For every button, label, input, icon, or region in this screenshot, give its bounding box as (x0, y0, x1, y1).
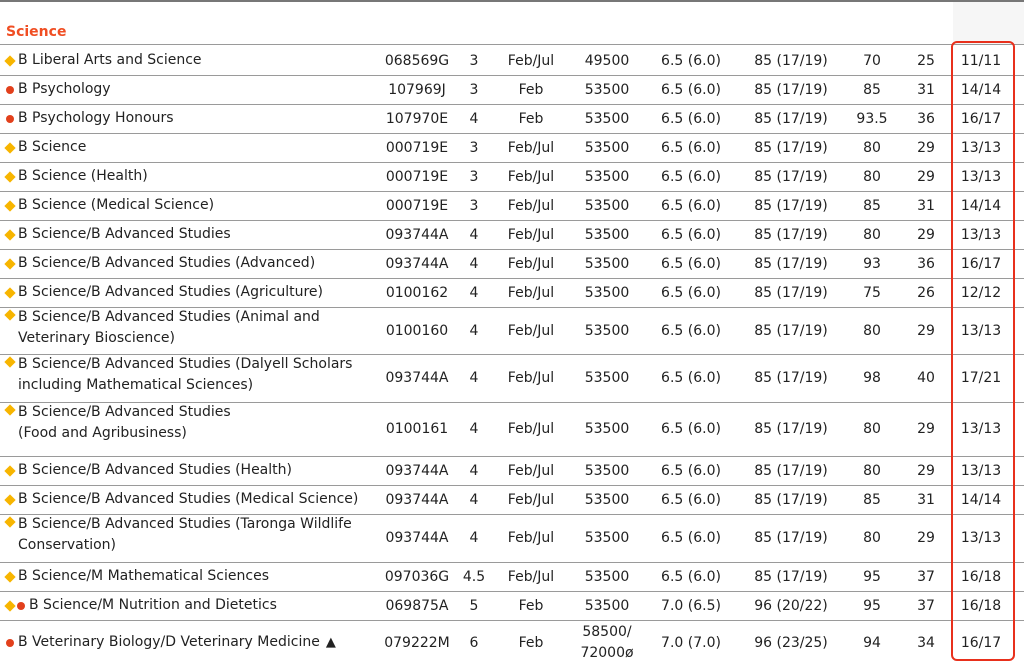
atar-score: 80 (863, 322, 881, 339)
ielts-score: 6.5 (6.0) (661, 139, 721, 156)
table-row (0, 620, 1024, 665)
duration-years: 3 (469, 139, 479, 156)
program-name: B Veterinary Biology/D Veterinary Medicine (18, 634, 320, 650)
diamond-icon (4, 142, 15, 153)
duration-years: 4 (469, 370, 479, 386)
annual-fee: 53500 (584, 322, 630, 339)
course-code: 000719E (385, 139, 449, 156)
highlighted-value: 11/11 (960, 52, 1002, 69)
program-cell (6, 162, 366, 191)
program-cell (6, 75, 366, 104)
highlighted-value: 13/13 (960, 530, 1002, 546)
intake: Feb (518, 110, 544, 127)
toefl-score: 96 (20/22) (754, 597, 828, 614)
program-name: B Science/M Nutrition and Dietetics (29, 597, 277, 613)
intake: Feb/Jul (507, 462, 555, 479)
duration-years: 4 (469, 421, 479, 437)
program-name: B Science/B Advanced Studies (Taronga Wildlife Conservation) (18, 516, 352, 553)
highlighted-value: 13/13 (960, 226, 1002, 243)
program-name: B Science/B Advanced Studies (Advanced) (18, 255, 316, 271)
duration-years: 3 (469, 52, 479, 69)
dot-icon (6, 86, 14, 94)
intake: Feb/Jul (507, 568, 555, 585)
diamond-icon (4, 287, 15, 298)
annual-fee: 53500 (584, 597, 630, 614)
program-cell (6, 249, 366, 278)
intake: Feb/Jul (507, 168, 555, 185)
ielts-score: 6.5 (6.0) (661, 322, 721, 339)
row-divider (0, 44, 1024, 45)
duration-years: 4 (469, 462, 479, 479)
ielts-score: 7.0 (6.5) (661, 597, 721, 614)
highlighted-value: 16/17 (960, 110, 1002, 127)
duration-years: 4 (469, 322, 479, 339)
diamond-icon (4, 171, 15, 182)
ielts-score: 7.0 (7.0) (661, 634, 721, 651)
ib-score: 31 (917, 491, 935, 508)
course-code: 093744A (385, 255, 449, 272)
row-markers (6, 231, 14, 239)
duration-years: 4 (469, 226, 479, 243)
annual-fee: 53500 (584, 462, 630, 479)
highlighted-value: 13/13 (960, 421, 1002, 437)
program-cell (6, 620, 366, 665)
program-name: B Science/B Advanced Studies (Agriculture) (18, 284, 323, 300)
highlighted-value: 16/18 (960, 597, 1002, 614)
intake: Feb/Jul (507, 421, 555, 437)
diamond-icon (4, 200, 15, 211)
toefl-score: 85 (17/19) (754, 110, 828, 127)
table-header-band (0, 0, 1024, 44)
atar-score: 95 (863, 568, 881, 585)
program-name: B Science (18, 139, 87, 155)
atar-score: 80 (863, 139, 881, 156)
program-name: B Psychology Honours (18, 110, 174, 126)
annual-fee: 53500 (584, 284, 630, 301)
ib-score: 36 (917, 255, 935, 272)
course-code: 069875A (385, 597, 449, 614)
atar-score: 94 (863, 634, 881, 651)
ib-score: 25 (917, 52, 935, 69)
duration-years: 4 (469, 491, 479, 508)
ielts-score: 6.5 (6.0) (661, 52, 721, 69)
toefl-score: 85 (17/19) (754, 255, 828, 272)
intake: Feb/Jul (507, 284, 555, 301)
atar-score: 80 (863, 168, 881, 185)
ielts-score: 6.5 (6.0) (661, 491, 721, 508)
ielts-score: 6.5 (6.0) (661, 110, 721, 127)
ielts-score: 6.5 (6.0) (661, 421, 721, 437)
program-cell (6, 191, 366, 220)
toefl-score: 85 (17/19) (754, 370, 828, 386)
diamond-icon (4, 465, 15, 476)
duration-years: 5 (469, 597, 479, 614)
duration-years: 3 (469, 81, 479, 98)
table-row (0, 514, 1024, 562)
program-cell (6, 278, 366, 307)
intake: Feb/Jul (507, 226, 555, 243)
atar-score: 80 (863, 462, 881, 479)
atar-score: 80 (863, 226, 881, 243)
diamond-icon (4, 516, 15, 527)
ielts-score: 6.5 (6.0) (661, 226, 721, 243)
highlighted-value: 14/14 (960, 197, 1002, 214)
course-code: 093744A (385, 226, 449, 243)
ib-score: 37 (917, 568, 935, 585)
annual-fee: 53500 (584, 421, 630, 437)
ib-score: 29 (917, 139, 935, 156)
row-markers (6, 496, 14, 504)
duration-years: 4 (469, 255, 479, 272)
row-markers (6, 144, 14, 152)
diamond-icon (4, 494, 15, 505)
highlight-box (951, 41, 1015, 661)
program-cell (6, 402, 366, 456)
course-code: 000719E (385, 197, 449, 214)
duration-years: 3 (469, 197, 479, 214)
course-code: 107969J (388, 81, 446, 98)
annual-fee: 53500 (584, 568, 630, 585)
annual-fee: 49500 (584, 52, 630, 69)
intake: Feb/Jul (507, 370, 555, 386)
program-cell (6, 514, 366, 562)
atar-score: 95 (863, 597, 881, 614)
duration-years: 4 (469, 284, 479, 301)
table-row (0, 278, 1024, 307)
diamond-icon (4, 258, 15, 269)
ielts-score: 6.5 (6.0) (661, 568, 721, 585)
highlighted-value: 16/18 (960, 568, 1002, 585)
course-code: 079222M (384, 634, 450, 651)
program-cell (6, 307, 366, 354)
program-name: B Science/M Mathematical Sciences (18, 568, 269, 584)
ielts-score: 6.5 (6.0) (661, 255, 721, 272)
intake: Feb/Jul (507, 255, 555, 272)
dot-icon (6, 639, 14, 647)
row-markers (6, 602, 25, 610)
highlighted-value: 14/14 (960, 81, 1002, 98)
annual-fee: 53500 (584, 530, 630, 546)
header-shade (953, 2, 1024, 44)
diamond-icon (4, 356, 15, 367)
course-code: 107970E (385, 110, 449, 127)
atar-score: 98 (863, 370, 881, 386)
row-markers (6, 406, 14, 414)
row-markers (6, 639, 14, 647)
table-row (0, 46, 1024, 75)
toefl-score: 85 (17/19) (754, 52, 828, 69)
highlighted-value: 14/14 (960, 491, 1002, 508)
course-code: 093744A (385, 530, 449, 546)
table-row (0, 133, 1024, 162)
table-row (0, 191, 1024, 220)
row-markers (6, 467, 14, 475)
program-cell (6, 104, 366, 133)
program-cell (6, 485, 366, 514)
ib-score: 34 (917, 634, 935, 651)
atar-score: 85 (863, 81, 881, 98)
atar-score: 85 (863, 197, 881, 214)
ielts-score: 6.5 (6.0) (661, 284, 721, 301)
row-markers (6, 202, 14, 210)
toefl-score: 85 (17/19) (754, 197, 828, 214)
intake: Feb (518, 81, 544, 98)
toefl-score: 85 (17/19) (754, 139, 828, 156)
toefl-score: 85 (17/19) (754, 168, 828, 185)
intake: Feb/Jul (507, 491, 555, 508)
duration-years: 4.5 (462, 568, 486, 585)
program-cell (6, 562, 366, 591)
row-markers (6, 115, 14, 123)
program-name: B Liberal Arts and Science (18, 52, 202, 68)
toefl-score: 85 (17/19) (754, 81, 828, 98)
annual-fee: 58500/ 72000ø (580, 623, 634, 661)
table-row (0, 104, 1024, 133)
annual-fee: 53500 (584, 139, 630, 156)
ib-score: 31 (917, 197, 935, 214)
duration-years: 3 (469, 168, 479, 185)
annual-fee: 53500 (584, 197, 630, 214)
row-markers (6, 86, 14, 94)
toefl-score: 85 (17/19) (754, 462, 828, 479)
intake: Feb/Jul (507, 197, 555, 214)
ib-score: 29 (917, 322, 935, 339)
intake: Feb/Jul (507, 139, 555, 156)
annual-fee: 53500 (584, 255, 630, 272)
diamond-icon (4, 600, 15, 611)
program-name: B Psychology (18, 81, 111, 97)
annual-fee: 53500 (584, 81, 630, 98)
intake: Feb (518, 597, 544, 614)
dot-icon (17, 602, 25, 610)
ielts-score: 6.5 (6.0) (661, 197, 721, 214)
duration-years: 4 (469, 110, 479, 127)
highlighted-value: 17/21 (960, 370, 1002, 386)
highlighted-value: 13/13 (960, 168, 1002, 185)
diamond-icon (4, 309, 15, 320)
toefl-score: 85 (17/19) (754, 421, 828, 437)
program-name: B Science/B Advanced Studies (Dalyell Scholars including Mathematical Sciences) (18, 356, 353, 393)
ib-score: 29 (917, 226, 935, 243)
table-row (0, 354, 1024, 402)
course-code: 0100161 (385, 421, 449, 437)
course-code: 093744A (385, 462, 449, 479)
table-row (0, 162, 1024, 191)
ib-score: 36 (917, 110, 935, 127)
toefl-score: 85 (17/19) (754, 322, 828, 339)
row-markers (6, 573, 14, 581)
toefl-score: 85 (17/19) (754, 284, 828, 301)
program-name: B Science (Health) (18, 168, 148, 184)
diamond-icon (4, 229, 15, 240)
program-cell (6, 354, 366, 402)
program-cell (6, 220, 366, 249)
course-code: 000719E (385, 168, 449, 185)
atar-score: 70 (863, 52, 881, 69)
intake: Feb/Jul (507, 322, 555, 339)
highlighted-value: 12/12 (960, 284, 1002, 301)
section-title: Science (6, 24, 67, 40)
program-cell (6, 133, 366, 162)
program-name: B Science/B Advanced Studies (Medical Science) (18, 491, 359, 507)
atar-score: 75 (863, 284, 881, 301)
highlighted-value: 13/13 (960, 139, 1002, 156)
intake: Feb/Jul (507, 530, 555, 546)
duration-years: 4 (469, 530, 479, 546)
table-row (0, 307, 1024, 354)
atar-score: 80 (863, 530, 881, 546)
diamond-icon (4, 404, 15, 415)
program-name: B Science/B Advanced Studies (Animal and Veterinary Bioscience) (18, 309, 320, 346)
highlighted-value: 16/17 (960, 255, 1002, 272)
table-row (0, 75, 1024, 104)
highlighted-value: 13/13 (960, 322, 1002, 339)
ib-score: 29 (917, 168, 935, 185)
table-row (0, 402, 1024, 456)
row-markers (6, 57, 14, 65)
annual-fee: 53500 (584, 226, 630, 243)
ib-score: 26 (917, 284, 935, 301)
row-markers (6, 173, 14, 181)
ib-score: 29 (917, 462, 935, 479)
course-code: 093744A (385, 370, 449, 386)
atar-score: 80 (863, 421, 881, 437)
atar-score: 93 (863, 255, 881, 272)
ib-score: 37 (917, 597, 935, 614)
atar-score: 85 (863, 491, 881, 508)
dot-icon (6, 115, 14, 123)
table-row (0, 485, 1024, 514)
toefl-score: 85 (17/19) (754, 226, 828, 243)
program-cell (6, 456, 366, 485)
ielts-score: 6.5 (6.0) (661, 370, 721, 386)
highlighted-value: 13/13 (960, 462, 1002, 479)
course-code: 0100160 (385, 322, 449, 339)
ib-score: 40 (917, 370, 935, 386)
program-cell (6, 591, 366, 620)
row-markers (6, 260, 14, 268)
table-row (0, 249, 1024, 278)
row-markers (6, 311, 14, 319)
program-name: B Science/B Advanced Studies (18, 226, 231, 242)
table-row (0, 591, 1024, 620)
table-row (0, 456, 1024, 485)
atar-score: 93.5 (856, 110, 888, 127)
course-code: 068569G (384, 52, 450, 69)
toefl-score: 85 (17/19) (754, 491, 828, 508)
table-row (0, 220, 1024, 249)
toefl-score: 85 (17/19) (754, 568, 828, 585)
ib-score: 29 (917, 421, 935, 437)
diamond-icon (4, 55, 15, 66)
annual-fee: 53500 (584, 168, 630, 185)
course-code: 093744A (385, 491, 449, 508)
triangle-icon: ▲ (325, 635, 336, 650)
toefl-score: 96 (23/25) (754, 634, 828, 651)
ielts-score: 6.5 (6.0) (661, 81, 721, 98)
row-markers (6, 358, 14, 366)
diamond-icon (4, 571, 15, 582)
ib-score: 31 (917, 81, 935, 98)
intake: Feb/Jul (507, 52, 555, 69)
program-name: B Science/B Advanced Studies (Food and Agribusiness) (18, 404, 231, 441)
row-markers (6, 289, 14, 297)
ielts-score: 6.5 (6.0) (661, 462, 721, 479)
annual-fee: 53500 (584, 110, 630, 127)
program-name: B Science (Medical Science) (18, 197, 215, 213)
table-row (0, 562, 1024, 591)
duration-years: 6 (469, 634, 479, 651)
annual-fee: 53500 (584, 370, 630, 386)
course-code: 097036G (384, 568, 450, 585)
row-markers (6, 518, 14, 526)
program-name: B Science/B Advanced Studies (Health) (18, 462, 292, 478)
course-code: 0100162 (385, 284, 449, 301)
program-cell (6, 46, 366, 75)
ielts-score: 6.5 (6.0) (661, 168, 721, 185)
toefl-score: 85 (17/19) (754, 530, 828, 546)
intake: Feb (518, 634, 544, 651)
highlighted-value: 16/17 (960, 634, 1002, 651)
annual-fee: 53500 (584, 491, 630, 508)
ielts-score: 6.5 (6.0) (661, 530, 721, 546)
ib-score: 29 (917, 530, 935, 546)
